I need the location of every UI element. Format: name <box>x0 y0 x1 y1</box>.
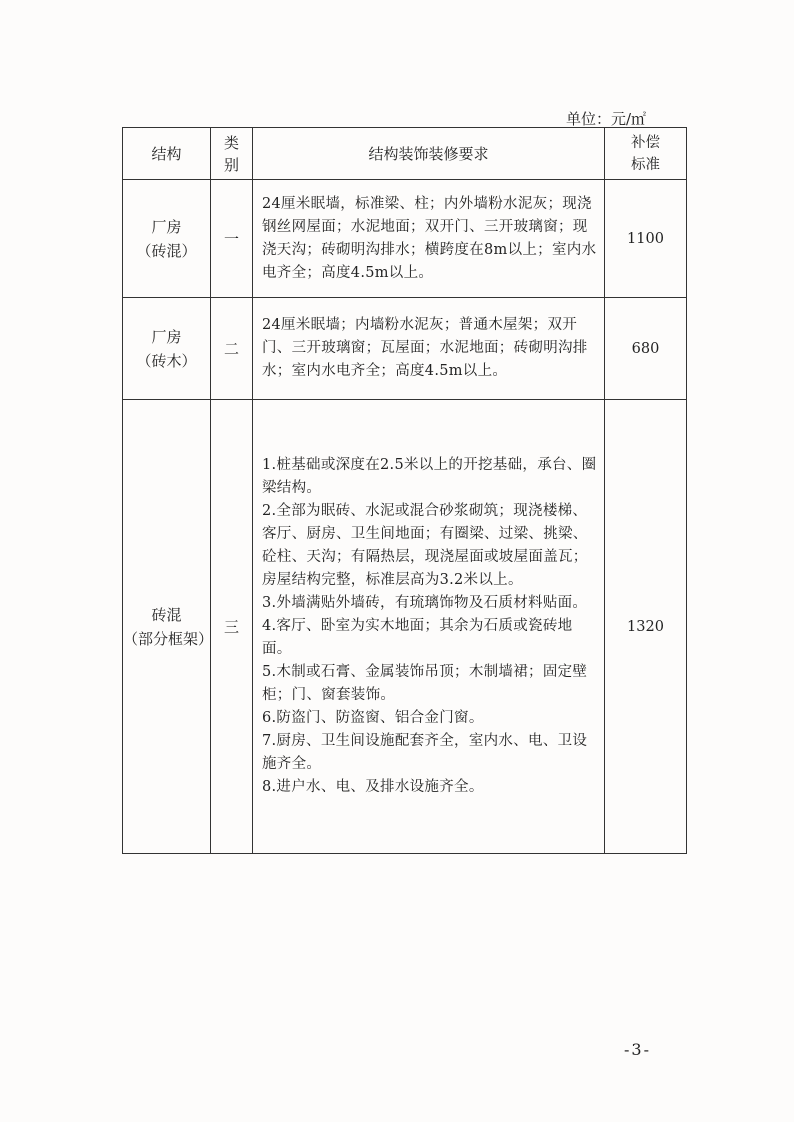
header-category <box>211 128 253 180</box>
row3-item-5: 5.木制或石膏、金属装饰吊顶；木制墙裙；固定壁柜；门、窗套装饰。 <box>262 664 588 703</box>
row1-structure-line1: 厂房 <box>151 217 182 236</box>
compensation-table <box>122 127 687 854</box>
row3-structure <box>123 400 214 854</box>
header-category-line2: 别 <box>223 155 239 174</box>
row2-structure-line2: （砖木） <box>136 351 197 370</box>
table-header-row <box>123 128 687 180</box>
row1-standard: 1100 <box>605 180 687 298</box>
header-standard <box>605 128 687 180</box>
row3-item-8: 8.进户水、电、及排水设施齐全。 <box>262 779 484 795</box>
row3-item-4: 4.客厅、卧室为实木地面；其余为石质或瓷砖地面。 <box>262 618 573 657</box>
unit-label: 单位：元/㎡ <box>566 110 647 128</box>
row3-standard: 1320 <box>605 400 687 854</box>
row2-requirements: 24厘米眠墙；内墙粉水泥灰；普通木屋架；双开门、三开玻璃窗；瓦屋面；水泥地面；砖砌明沟排水；室内水电齐全；高度4.5m以上。 <box>253 298 605 400</box>
row3-structure-line1: 砖混 <box>151 605 182 624</box>
row3-category: 三 <box>211 400 253 854</box>
table-row <box>123 298 687 400</box>
row2-structure-line1: 厂房 <box>151 327 182 346</box>
row1-structure <box>123 180 211 298</box>
table-row <box>123 180 687 298</box>
row3-item-3: 3.外墙满贴外墙砖，有琉璃饰物及石质材料贴面。 <box>262 595 588 611</box>
row3-item-1: 1.桩基础或深度在2.5米以上的开挖基础，承台、圈梁结构。 <box>262 457 597 496</box>
row2-structure <box>123 298 211 400</box>
row2-standard: 680 <box>605 298 687 400</box>
row2-category: 二 <box>211 298 253 400</box>
row3-structure-line2: （部分框架） <box>123 629 214 648</box>
header-structure: 结构 <box>123 128 211 180</box>
row1-requirements: 24厘米眠墙，标准梁、柱；内外墙粉水泥灰；现浇钢丝网屋面；水泥地面；双开门、三开玻璃窗；现浇天沟；砖砌明沟排水；横跨度在8m以上；室内水电齐全；高度4.5m以上。 <box>253 180 605 298</box>
row1-category: 一 <box>211 180 253 298</box>
row3-item-6: 6.防盗门、防盗窗、铝合金门窗。 <box>262 710 484 726</box>
table-row <box>123 400 687 854</box>
row3-item-7: 7.厨房、卫生间设施配套齐全，室内水、电、卫设施齐全。 <box>262 733 588 772</box>
header-standard-line1: 补偿 <box>631 134 660 151</box>
row3-requirements <box>253 400 605 854</box>
header-standard-line2: 标准 <box>631 156 660 173</box>
header-category-line1: 类 <box>223 133 239 152</box>
header-requirements: 结构装饰装修要求 <box>253 128 605 180</box>
row1-structure-line2: （砖混） <box>136 241 197 260</box>
row3-item-2: 2.全部为眠砖、水泥或混合砂浆砌筑；现浇楼梯、客厅、厨房、卫生间地面；有圈梁、过梁、挑梁、砼柱、天沟；有隔热层，现浇屋面或坡屋面盖瓦；房屋结构完整，标准层高为3.2米以上。 <box>262 503 588 588</box>
page-number: -3- <box>624 1040 651 1059</box>
